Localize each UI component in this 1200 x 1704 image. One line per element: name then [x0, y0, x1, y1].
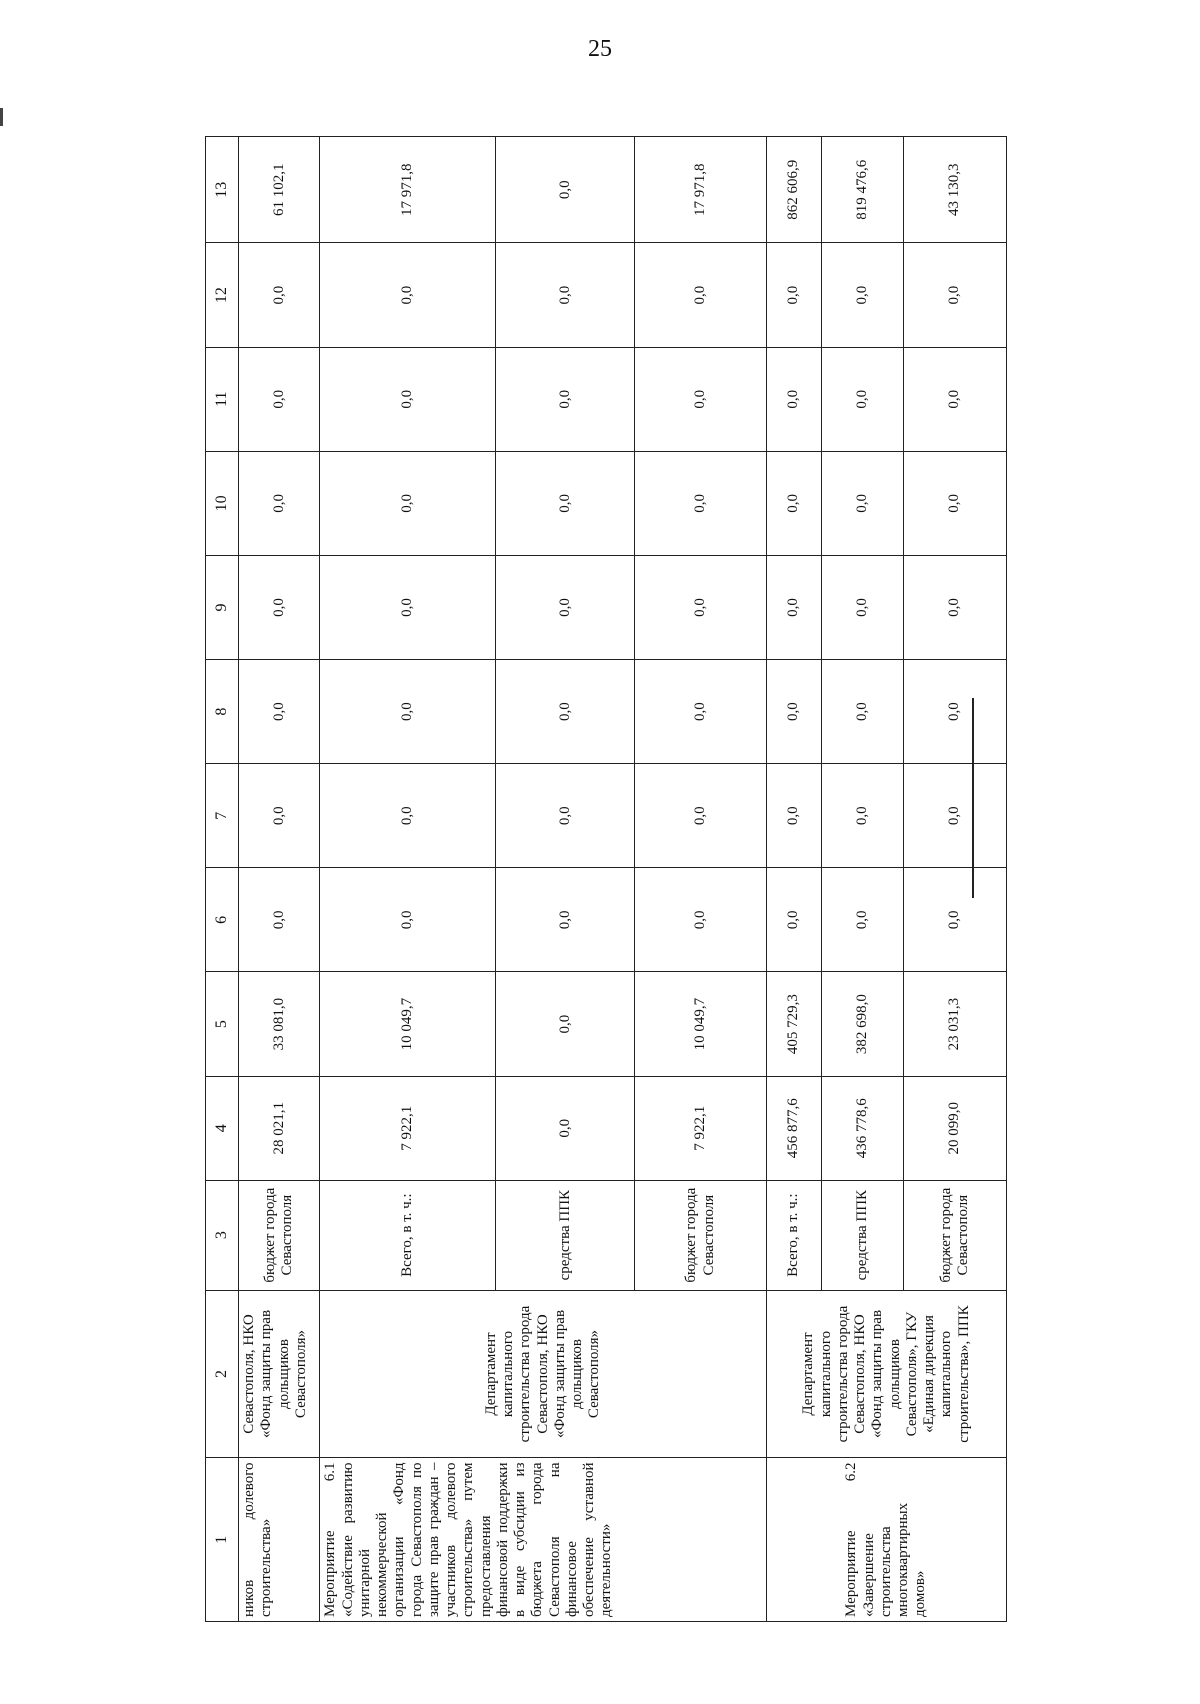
value-cell: 17 971,8 — [635, 137, 767, 244]
value-cell: 0,0 — [496, 137, 635, 244]
value-cell: 0,0 — [822, 451, 903, 555]
value-cell: 0,0 — [496, 347, 635, 451]
value-cell: 436 778,6 — [822, 1076, 903, 1180]
funding-source: средства ППК — [496, 1180, 635, 1290]
value-cell: 819 476,6 — [822, 137, 903, 244]
value-cell: 43 130,3 — [903, 137, 1007, 244]
value-cell: 0,0 — [767, 243, 822, 347]
value-cell: 0,0 — [320, 347, 496, 451]
page-number: 25 — [588, 36, 612, 62]
value-cell: 0,0 — [767, 868, 822, 972]
value-cell: 17 971,8 — [320, 137, 496, 244]
funding-source: средства ППК — [822, 1180, 903, 1290]
value-cell: 10 049,7 — [635, 972, 767, 1076]
value-cell: 0,0 — [635, 243, 767, 347]
value-cell: 0,0 — [822, 347, 903, 451]
value-cell: 0,0 — [496, 1076, 635, 1180]
value-cell: 0,0 — [320, 451, 496, 555]
header-cell: 5 — [206, 972, 239, 1076]
value-cell: 0,0 — [496, 555, 635, 659]
value-cell: 0,0 — [903, 347, 1007, 451]
value-cell: 0,0 — [239, 451, 320, 555]
value-cell: 61 102,1 — [239, 137, 320, 244]
value-cell: 0,0 — [239, 764, 320, 868]
value-cell: 0,0 — [635, 764, 767, 868]
header-cell: 6 — [206, 868, 239, 972]
funding-source: Всего, в т. ч.: — [320, 1180, 496, 1290]
header-cell: 4 — [206, 1076, 239, 1180]
value-cell: 405 729,3 — [767, 972, 822, 1076]
value-cell: 0,0 — [239, 243, 320, 347]
value-cell: 0,0 — [767, 660, 822, 764]
value-cell: 862 606,9 — [767, 137, 822, 244]
table-row — [239, 137, 320, 1622]
header-cell: 13 — [206, 137, 239, 244]
value-cell: 0,0 — [822, 660, 903, 764]
value-cell: 0,0 — [320, 243, 496, 347]
value-cell: 0,0 — [635, 868, 767, 972]
activity-name: Мероприятие 6.2 «Завершение строительства многоквартирных домов» — [767, 1458, 1007, 1622]
funding-source: бюджет города Севастополя — [239, 1180, 320, 1290]
header-cell: 7 — [206, 764, 239, 868]
value-cell: 0,0 — [767, 347, 822, 451]
value-cell: 0,0 — [496, 868, 635, 972]
header-cell: 1 — [206, 1458, 239, 1622]
activity-name: ников долевого строительства» — [239, 1458, 320, 1622]
value-cell: 0,0 — [903, 555, 1007, 659]
value-cell: 0,0 — [767, 764, 822, 868]
value-cell: 0,0 — [320, 660, 496, 764]
value-cell: 20 099,0 — [903, 1076, 1007, 1180]
value-cell: 0,0 — [496, 972, 635, 1076]
value-cell: 0,0 — [239, 555, 320, 659]
value-cell: 0,0 — [635, 451, 767, 555]
value-cell: 0,0 — [496, 660, 635, 764]
value-cell: 0,0 — [822, 868, 903, 972]
funding-source: бюджет города Севастополя — [903, 1180, 1007, 1290]
header-cell: 11 — [206, 347, 239, 451]
executor: Севастополя, НКО «Фонд защиты прав дольщиков Севастополя» — [239, 1290, 320, 1458]
value-cell: 0,0 — [903, 451, 1007, 555]
value-cell: 0,0 — [903, 660, 1007, 764]
header-cell: 9 — [206, 555, 239, 659]
value-cell: 0,0 — [822, 243, 903, 347]
value-cell: 0,0 — [822, 764, 903, 868]
rotated-table-wrapper — [205, 136, 1007, 1622]
value-cell: 0,0 — [635, 347, 767, 451]
value-cell: 0,0 — [903, 764, 1007, 868]
value-cell: 0,0 — [767, 555, 822, 659]
value-cell: 0,0 — [239, 347, 320, 451]
funding-source: Всего, в т. ч.: — [767, 1180, 822, 1290]
value-cell: 0,0 — [239, 660, 320, 764]
header-cell: 8 — [206, 660, 239, 764]
header-cell: 12 — [206, 243, 239, 347]
value-cell: 33 081,0 — [239, 972, 320, 1076]
value-cell: 0,0 — [496, 451, 635, 555]
value-cell: 0,0 — [822, 555, 903, 659]
value-cell: 0,0 — [496, 243, 635, 347]
funding-source: бюджет города Севастополя — [635, 1180, 767, 1290]
budget-table — [205, 136, 1007, 1622]
scan-edge-mark — [0, 108, 3, 126]
value-cell: 0,0 — [320, 764, 496, 868]
header-cell: 2 — [206, 1290, 239, 1458]
header-row — [206, 137, 239, 1622]
value-cell: 28 021,1 — [239, 1076, 320, 1180]
value-cell: 7 922,1 — [320, 1076, 496, 1180]
value-cell: 7 922,1 — [635, 1076, 767, 1180]
value-cell: 10 049,7 — [320, 972, 496, 1076]
value-cell: 0,0 — [320, 555, 496, 659]
header-cell: 3 — [206, 1180, 239, 1290]
value-cell: 23 031,3 — [903, 972, 1007, 1076]
value-cell: 456 877,6 — [767, 1076, 822, 1180]
value-cell: 0,0 — [320, 868, 496, 972]
value-cell: 382 698,0 — [822, 972, 903, 1076]
executor: Департамент капитального строительства города Севастополя, НКО «Фонд защиты прав дольщиков Севастополя» — [320, 1290, 767, 1458]
value-cell: 0,0 — [903, 243, 1007, 347]
header-cell: 10 — [206, 451, 239, 555]
activity-name: Мероприятие 6.1 «Содействие развитию унитарной некоммерческой организации «Фонд города Севастополя по защите прав граждан – участников долевого строительства» путем предоставления финансовой поддержки в виде субсидии из бюджета города Севастополя на финансовое обеспечение уставной деятельности» — [320, 1458, 767, 1622]
value-cell: 0,0 — [635, 660, 767, 764]
executor: Департамент капитального строительства города Севастополя, НКО «Фонд защиты прав дольщиков Севастополя», ГКУ «Единая дирекция капитального строительства», ППК — [767, 1290, 1007, 1458]
value-cell: 0,0 — [239, 868, 320, 972]
value-cell: 0,0 — [767, 451, 822, 555]
table-row — [767, 137, 822, 1622]
table-row — [320, 137, 496, 1622]
value-cell: 0,0 — [903, 868, 1007, 972]
value-cell: 0,0 — [635, 555, 767, 659]
value-cell: 0,0 — [496, 764, 635, 868]
